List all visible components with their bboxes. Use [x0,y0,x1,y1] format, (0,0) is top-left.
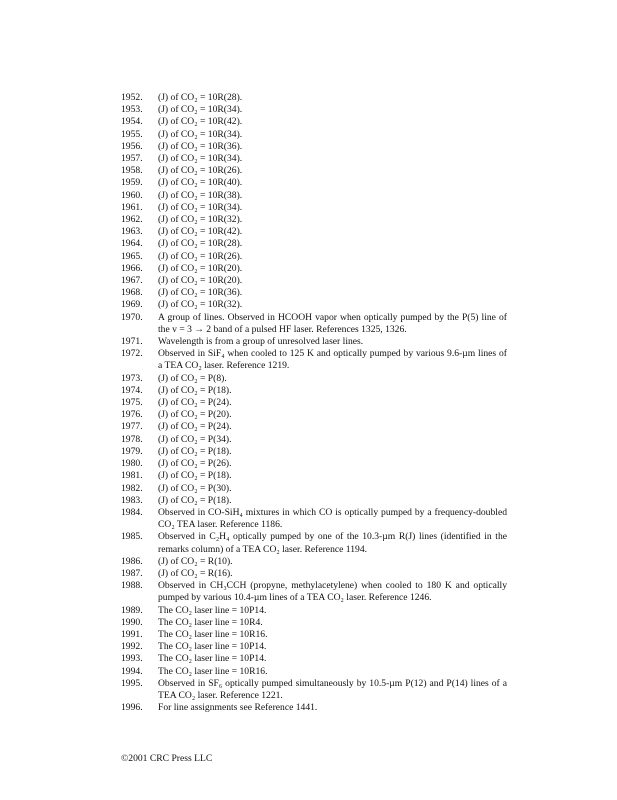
note-number: 1959. [121,177,143,189]
note-number: 1993. [121,653,143,665]
note-number: 1954. [121,116,143,128]
note-item [121,568,507,580]
note-number: 1975. [121,397,143,409]
note-number: 1964. [121,238,143,250]
note-item [121,629,507,641]
note-text: (J) of CO₂ = 10R(36). [158,287,243,299]
note-item [121,275,507,287]
note-number: 1968. [121,287,143,299]
note-text: (J) of CO₂ = P(18). [158,470,232,482]
note-text: Wavelength is from a group of unresolved laser lines. [158,336,364,348]
note-text: (J) of CO₂ = R(16). [158,567,233,579]
note-text: (J) of CO₂ = 10R(36). [158,140,243,152]
note-item [121,470,507,482]
note-number: 1957. [121,153,143,165]
note-item [121,458,507,470]
note-text: Observed in SiF₄ when cooled to 125 K and optically pumped by various 9.6-µm lines of a TEA CO₂ laser. Reference 1219. [158,348,507,372]
note-number: 1972. [121,348,143,360]
note-number: 1991. [121,628,143,640]
note-number: 1969. [121,299,143,311]
note-text: (J) of CO₂ = P(30). [158,482,232,494]
note-number: 1952. [121,92,143,103]
note-number: 1966. [121,262,143,274]
note-number: 1974. [121,384,143,396]
note-item [121,605,507,617]
note-item [121,409,507,421]
note-text: (J) of CO₂ = 10R(42). [158,116,243,128]
note-item [121,483,507,495]
note-item [121,336,507,348]
note-item [121,116,507,128]
note-text: (J) of CO₂ = P(8). [158,372,227,384]
note-number: 1987. [121,567,143,579]
note-text: The CO₂ laser line = 10R16. [158,665,268,677]
note-item [121,421,507,433]
note-item [121,348,507,372]
note-text: (J) of CO₂ = P(18). [158,494,232,506]
note-item [121,214,507,226]
note-number: 1983. [121,494,143,506]
note-text: (J) of CO₂ = 10R(34). [158,201,243,213]
note-item [121,702,507,714]
note-number: 1967. [121,275,143,287]
note-text: (J) of CO₂ = 10R(34). [158,128,243,140]
note-item [121,153,507,165]
note-number: 1962. [121,214,143,226]
note-number: 1956. [121,140,143,152]
note-number: 1995. [121,677,143,689]
note-number: 1973. [121,372,143,384]
note-item [121,580,507,604]
note-item [121,226,507,238]
note-number: 1976. [121,409,143,421]
note-item [121,141,507,153]
note-item [121,385,507,397]
note-text: (J) of CO₂ = 10R(20). [158,275,243,287]
note-number: 1958. [121,165,143,177]
note-number: 1986. [121,555,143,567]
note-text: (J) of CO₂ = 10R(40). [158,177,243,189]
note-number: 1970. [121,311,143,323]
note-text: (J) of CO₂ = 10R(20). [158,262,243,274]
notes-list [121,92,507,714]
note-number: 1963. [121,226,143,238]
note-item [121,190,507,202]
note-number: 1955. [121,128,143,140]
note-number: 1979. [121,445,143,457]
note-number: 1981. [121,470,143,482]
note-number: 1961. [121,201,143,213]
note-text: For line assignments see Reference 1441. [158,702,318,714]
note-text: Observed in CH₃CCH (propyne, methylacetylene) when cooled to 180 K and optically pumped by various 10.4-µm lines of a TEA CO₂ laser. Reference 1246. [158,580,507,604]
note-item [121,299,507,311]
note-item [121,251,507,263]
note-text: (J) of CO₂ = 10R(28). [158,238,243,250]
note-number: 1990. [121,616,143,628]
note-text: A group of lines. Observed in HCOOH vapor when optically pumped by the P(5) line of the v = 3 → 2 band of a pulsed HF laser. References 1325, 1326. [158,311,507,335]
note-text: (J) of CO₂ = P(24). [158,397,232,409]
note-text: The CO₂ laser line = 10R16. [158,628,268,640]
note-text: (J) of CO₂ = P(34). [158,433,232,445]
note-text: (J) of CO₂ = 10R(26). [158,165,243,177]
note-item [121,263,507,275]
note-number: 1985. [121,531,143,543]
note-number: 1994. [121,665,143,677]
note-item [121,666,507,678]
note-item [121,617,507,629]
note-item [121,446,507,458]
note-item [121,104,507,116]
note-text: (J) of CO₂ = 10R(34). [158,153,243,165]
note-text: (J) of CO₂ = 10R(28). [158,92,243,103]
note-text: (J) of CO₂ = 10R(42). [158,226,243,238]
note-text: Observed in SF₆ optically pumped simultaneously by 10.5-µm P(12) and P(14) lines of a TEA CO₂ laser. Reference 1221. [158,677,507,701]
note-number: 1984. [121,506,143,518]
note-item [121,653,507,665]
note-text: The CO₂ laser line = 10P14. [158,604,267,616]
note-text: The CO₂ laser line = 10P14. [158,641,267,653]
note-item [121,165,507,177]
note-item [121,129,507,141]
note-text: The CO₂ laser line = 10R4. [158,616,263,628]
copyright-footer: ©2001 CRC Press LLC [121,753,213,764]
note-text: (J) of CO₂ = R(10). [158,555,233,567]
note-text: (J) of CO₂ = P(18). [158,445,232,457]
note-item [121,373,507,385]
note-number: 1978. [121,433,143,445]
note-item [121,495,507,507]
note-text: (J) of CO₂ = 10R(32). [158,214,243,226]
note-text: (J) of CO₂ = P(20). [158,409,232,421]
note-item [121,434,507,446]
note-item [121,531,507,555]
note-number: 1988. [121,580,143,592]
note-item [121,177,507,189]
note-item [121,556,507,568]
note-number: 1977. [121,421,143,433]
note-number: 1953. [121,104,143,116]
note-text: (J) of CO₂ = 10R(26). [158,250,243,262]
note-item [121,678,507,702]
note-number: 1996. [121,702,143,714]
note-item [121,641,507,653]
note-number: 1965. [121,250,143,262]
note-text: The CO₂ laser line = 10P14. [158,653,267,665]
note-text: (J) of CO₂ = 10R(32). [158,299,243,311]
note-text: (J) of CO₂ = 10R(34). [158,104,243,116]
note-number: 1982. [121,482,143,494]
note-text: (J) of CO₂ = P(18). [158,384,232,396]
note-text: (J) of CO₂ = P(24). [158,421,232,433]
note-text: (J) of CO₂ = 10R(38). [158,189,243,201]
note-number: 1980. [121,458,143,470]
note-number: 1971. [121,336,143,348]
note-item [121,312,507,336]
note-number: 1960. [121,189,143,201]
note-text: Observed in C₂H₄ optically pumped by one of the 10.3-µm R(J) lines (identified in the remarks column) of a TEA CO₂ laser. Reference 1194. [158,531,507,555]
note-item [121,397,507,409]
note-text: (J) of CO₂ = P(26). [158,458,232,470]
note-text: Observed in CO-SiH₄ mixtures in which CO is optically pumped by a frequency-doubled CO₂ TEA laser. Reference 1186. [158,506,507,531]
note-item [121,202,507,214]
note-item [121,238,507,250]
note-item [121,92,507,104]
note-item [121,287,507,299]
note-number: 1989. [121,604,143,616]
note-item [121,507,507,531]
note-number: 1992. [121,641,143,653]
